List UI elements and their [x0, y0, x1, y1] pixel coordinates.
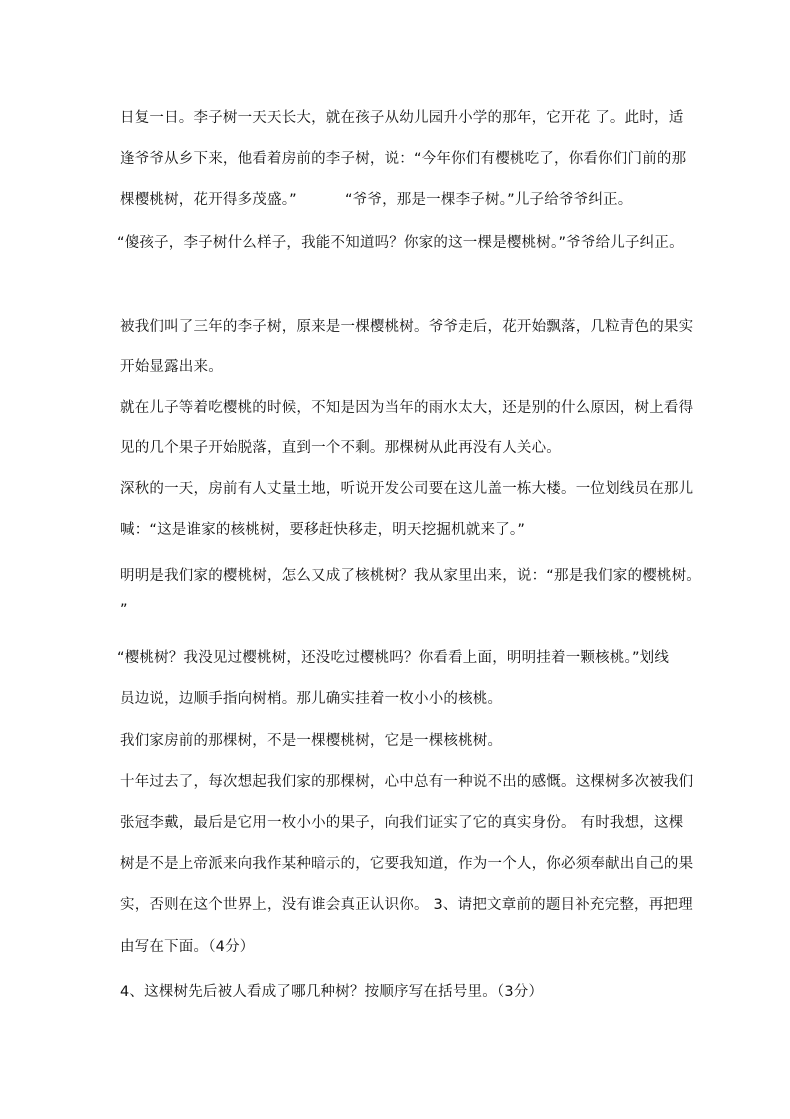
text-line: ” [120, 602, 128, 618]
text-line: “傻孩子，李子树什么样子，我能不知道吗？你家的这一棵是樱桃树。”爷爷给儿子纠正。 [117, 235, 684, 251]
text-line: 4、这棵树先后被人看成了哪几种树？按顺序写在括号里。（3分） [120, 984, 544, 1000]
text-line: “樱桃树？我没见过樱桃树，还没吃过樱桃吗？你看看上面，明明挂着一颗核桃。”划线 [117, 650, 670, 666]
text-line: 实，否则在这个世界上，没有谁会真正认识你。 3、请把文章前的题目补充完整，再把理 [120, 897, 693, 913]
text-line: 张冠李戴，最后是它用一枚小小的果子，向我们证实了它的真实身份。 有时我想，这棵 [120, 815, 684, 831]
text-line: 开始显露出来。 [120, 359, 223, 375]
text-line: 日复一日。李子树一天天长大，就在孩子从幼儿园升小学的那年，它开花 了。此时，适 [120, 110, 684, 126]
text-line: 棵樱桃树，花开得多茂盛。” “爷爷，那是一棵李子树。”儿子给爷爷纠正。 [120, 192, 633, 208]
text-line: 我们家房前的那棵树，不是一棵樱桃树，它是一棵核桃树。 [120, 733, 503, 749]
text-line: 见的几个果子开始脱落，直到一个不剩。那棵树从此再没有人关心。 [120, 440, 561, 456]
text-line: 树是不是上帝派来向我作某种暗示的，它要我知道，作为一个人，你必须奉献出自己的果 [120, 856, 694, 872]
text-line: 被我们叫了三年的李子树，原来是一棵樱桃树。爷爷走后，花开始飘落，几粒青色的果实 [120, 319, 694, 335]
text-line: 明明是我们家的樱桃树，怎么又成了核桃树？我从家里出来，说：“那是我们家的樱桃树。 [120, 568, 702, 584]
text-line: 逢爷爷从乡下来，他看着房前的李子树，说：“今年你们有樱桃吃了，你看你们门前的那 [120, 151, 687, 167]
text-line: 深秋的一天，房前有人丈量土地，听说开发公司要在这儿盖一栋大楼。一位划线员在那儿 [120, 481, 694, 497]
text-line: 员边说，边顺手指向树梢。那儿确实挂着一枚小小的核桃。 [120, 691, 503, 707]
text-line: 十年过去了，每次想起我们家的那棵树，心中总有一种说不出的感慨。这棵树多次被我们 [120, 774, 694, 790]
text-line: 由写在下面。（4分） [120, 939, 255, 955]
text-line: 喊：“这是谁家的核桃树，要移赶快移走，明天挖掘机就来了。” [120, 522, 526, 538]
text-line: 就在儿子等着吃樱桃的时候，不知是因为当年的雨水太大，还是别的什么原因，树上看得 [120, 400, 694, 416]
